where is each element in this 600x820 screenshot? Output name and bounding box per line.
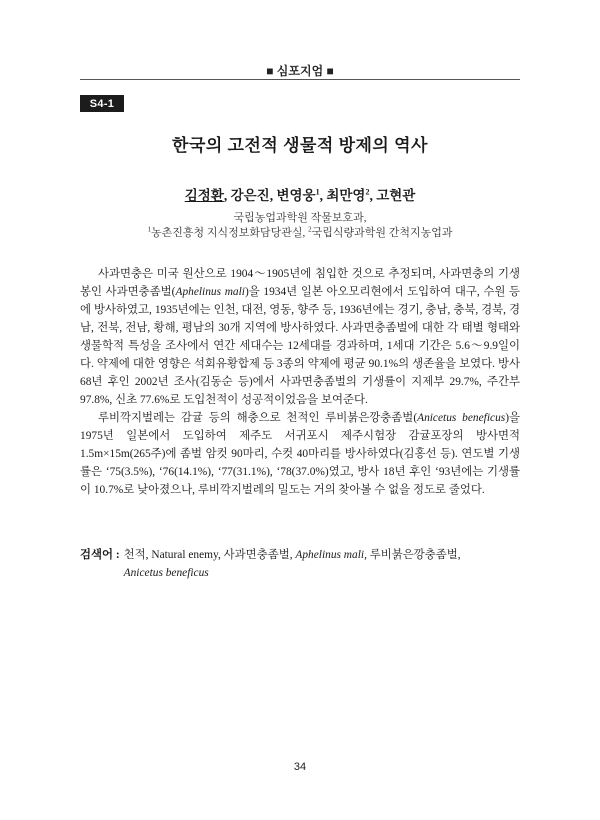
keywords-label: 검색어 : xyxy=(80,549,120,561)
keywords-list: 천적, Natural enemy, 사과면충좀벌, Aphelinus mali, 루비붉은깡충좀벌, Anicetus beneficus xyxy=(123,549,461,579)
author-name: 최만영 xyxy=(326,188,366,203)
affiliation-line xyxy=(0,224,600,240)
author-name: 변영웅 xyxy=(276,188,316,203)
author-name: 고현관 xyxy=(376,188,416,203)
session-code-badge: S4-1 xyxy=(80,95,124,112)
author-name: 강은진 xyxy=(230,188,270,203)
affiliation-marker: 2 xyxy=(308,225,312,234)
affiliation-marker: 1 xyxy=(315,187,320,197)
paper-title: 한국의 고전적 생물적 방제의 역사 xyxy=(172,136,428,155)
affiliation-marker: 2 xyxy=(365,187,370,197)
page-number: 34 xyxy=(293,761,307,773)
author-name: 김정환 xyxy=(184,188,224,203)
running-header: ■ 심포지엄 ■ xyxy=(266,64,334,78)
scientific-name: Anicetus beneficus xyxy=(123,567,209,579)
scientific-name: Aphelinus mali xyxy=(175,286,245,298)
scientific-name: Anicetus beneficus xyxy=(417,412,506,424)
keywords-block xyxy=(80,546,525,582)
header-divider xyxy=(80,79,520,80)
affiliation-text: 농촌진흥청 지식정보화담당관실, xyxy=(151,227,309,239)
affiliation-marker: 1 xyxy=(147,225,152,234)
author-list: 김정환, 강은진, 변영웅$^1$, 최만영$^2$, 고현관 xyxy=(184,187,416,203)
abstract-body xyxy=(80,265,520,499)
abstract-paragraph: 사과면충은 미국 원산으로 1904～1905년에 침입한 것으로 추정되며, 사과면충의 기생봉인 사과면충좀벌(Aphelinus mali)을 1934년 일본 아오모리현에서 도입하여 대구, 수원 등에 방사하였고, 1935년에는 인천, 대전, 영동, 향주 등, 1936년에는 경기, 충남, 충북, 경북, 경남, 전북, 전남, 황해, 평남의 30개 지역에 방사하였다. 사과면충좀벌에 대한 각 태별 형태와 생물학적 특성을 조사에서 연간 세대수는 12세대를 경과하며, 1세대 기간은 5.6～9.9일이다. 약제에 대한 영향은 석회유황합제 등 3종의 약제에 평균 90.1%의 생존율을 보였다. 방사 68년 후인 2002년 조사(김동순 등)에서 사과면충좀벌의 기생률이 지제부 29.7%, 주간부 97.8%, 신초 77.6%로 도입천적이 성공적이었음을 보여준다. xyxy=(80,268,521,406)
abstract-paragraph: 루비깍지벌레는 감귤 등의 해충으로 천적인 루비붉은깡충좀벌(Anicetus beneficus)을 1975년 일본에서 도입하여 제주도 서귀포시 제주시험장 감귤포장의 방사면적 1.5m×15m(265주)에 좀벌 암컷 90마리, 수컷 40마리를 방사하였다(김홍선 등). 연도별 기생률은 ‘75(3.5%), ‘76(14.1%), ‘77(31.1%), ‘78(37.0%)였고, 방사 18년 후인 ‘93년에는 기생률이 10.7%로 낮아졌으나, 루비깍지벌레의 밀도는 거의 찾아볼 수 없을 정도로 줄었다. xyxy=(80,412,520,496)
affiliation-text: 국립식량과학원 간척지농업과 xyxy=(311,227,453,239)
scientific-name: Aphelinus mali xyxy=(295,549,365,561)
affiliation-line: 국립농업과학원 작물보호과, xyxy=(233,212,367,224)
